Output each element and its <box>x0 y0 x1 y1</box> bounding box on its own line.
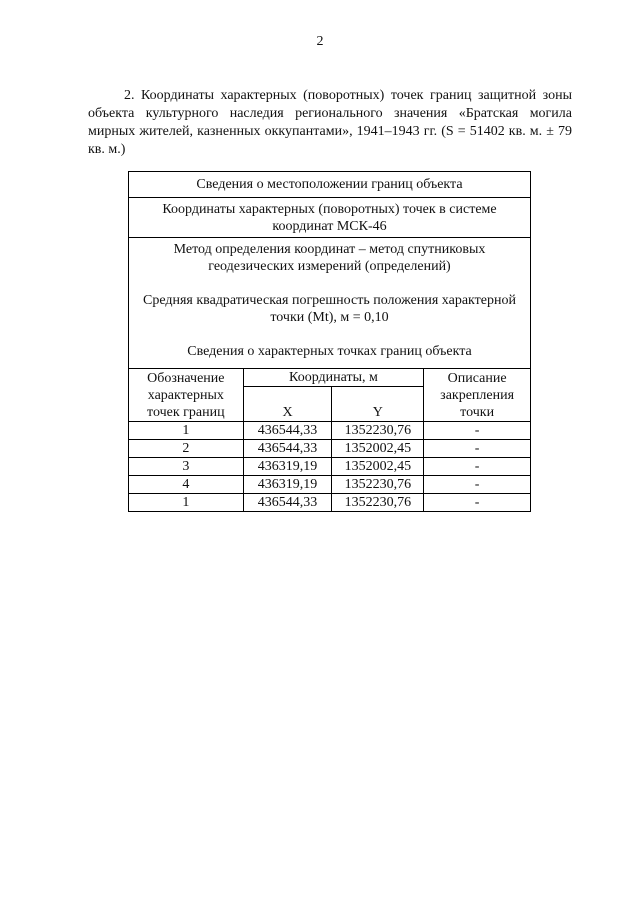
cell-point: 3 <box>129 458 244 476</box>
cell-point: 2 <box>129 440 244 458</box>
page-number: 2 <box>316 34 324 49</box>
cell-y: 1352230,76 <box>332 494 424 512</box>
boundary-table <box>128 171 531 512</box>
cell-desc: - <box>424 458 531 476</box>
col-y: Y <box>332 387 424 422</box>
col-description: Описание закрепления точки <box>424 369 531 422</box>
cell-y: 1352230,76 <box>332 422 424 440</box>
cell-y: 1352230,76 <box>332 476 424 494</box>
cell-desc: - <box>424 494 531 512</box>
coord-system: Координаты характерных (поворотных) точек в системе координат МСК-46 <box>129 198 531 238</box>
table-row <box>129 440 531 458</box>
cell-x: 436319,19 <box>243 476 332 494</box>
table-row <box>129 458 531 476</box>
table-row <box>129 494 531 512</box>
table-row <box>129 476 531 494</box>
meta-block <box>129 238 531 369</box>
cell-x: 436544,33 <box>243 422 332 440</box>
col-x: X <box>243 387 332 422</box>
intro-text: 2. Координаты характерных (поворотных) точек границ защитной зоны объекта культурного наследия регионального значения «Братская могила мирных жителей, казненных оккупантами», 1941–1943 гг. (S = 51402 кв. м. ± 79 кв. м.) <box>88 88 572 157</box>
cell-point: 4 <box>129 476 244 494</box>
table-row <box>129 422 531 440</box>
cell-desc: - <box>424 440 531 458</box>
cell-y: 1352002,45 <box>332 440 424 458</box>
cell-desc: - <box>424 476 531 494</box>
cell-desc: - <box>424 422 531 440</box>
table-title: Сведения о местоположении границ объекта <box>129 172 531 198</box>
cell-x: 436319,19 <box>243 458 332 476</box>
cell-y: 1352002,45 <box>332 458 424 476</box>
col-designation: Обозначение характерных точек границ <box>129 369 244 422</box>
intro-paragraph <box>88 87 572 159</box>
cell-x: 436544,33 <box>243 494 332 512</box>
cell-point: 1 <box>129 494 244 512</box>
col-coords: Координаты, м <box>243 369 424 387</box>
error-text: Средняя квадратическая погрешность положения характерной точки (Mt), м = 0,10 <box>143 293 516 325</box>
method-text: Метод определения координат – метод спутниковых геодезических измерений (определений) <box>173 242 486 274</box>
points-title: Сведения о характерных точках границ объекта <box>187 344 472 359</box>
cell-x: 436544,33 <box>243 440 332 458</box>
cell-point: 1 <box>129 422 244 440</box>
